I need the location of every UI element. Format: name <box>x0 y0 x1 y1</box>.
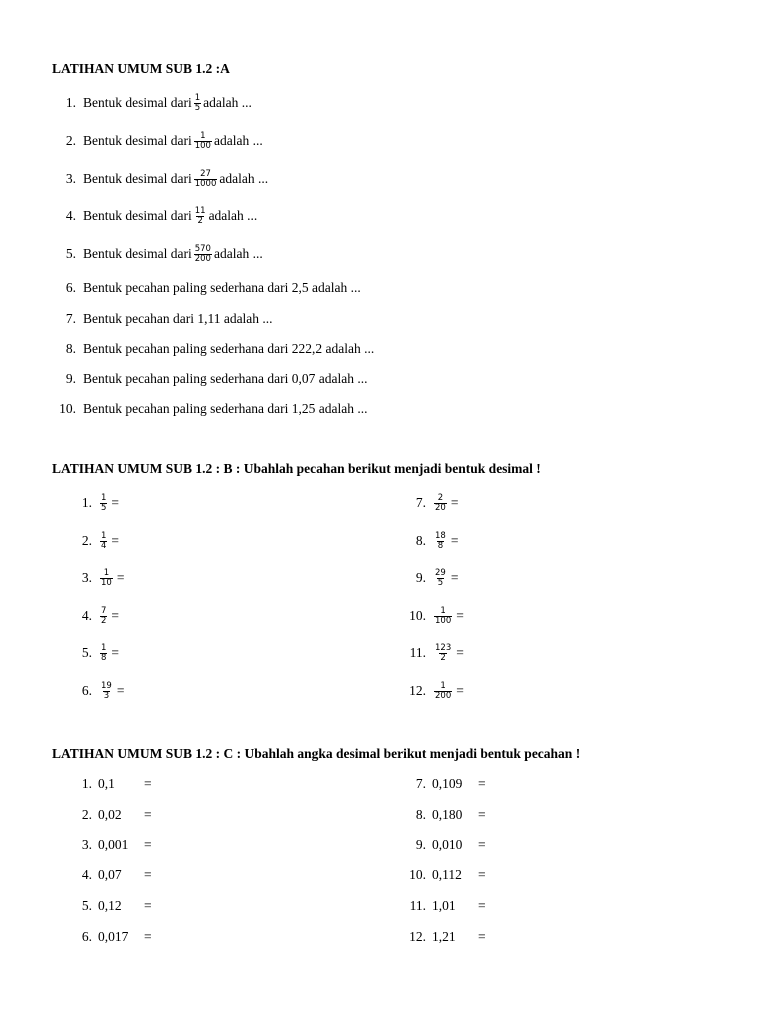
fraction-numerator: 1 <box>101 642 107 653</box>
section-a-heading: LATIHAN UMUM SUB 1.2 :A <box>52 61 230 76</box>
fraction-numerator: 1 <box>101 492 107 503</box>
fraction-numerator: 1 <box>440 605 446 616</box>
fraction <box>434 532 447 551</box>
question-item <box>52 863 152 887</box>
fraction-denominator: 200 <box>194 253 211 264</box>
decimal-value: 0,109 <box>432 776 463 791</box>
item-number: 7. <box>65 311 76 326</box>
equals-sign: = <box>478 837 486 852</box>
decimal-value: 0,12 <box>98 898 122 913</box>
item-number: 6. <box>81 929 92 944</box>
fraction-denominator: 10 <box>101 577 112 588</box>
fraction-denominator: 100 <box>194 140 211 151</box>
list-item <box>52 398 368 420</box>
fraction-denominator: 200 <box>435 690 452 701</box>
item-number: 8. <box>415 533 426 548</box>
equals-sign: = <box>111 533 120 548</box>
equals-sign: = <box>478 776 486 791</box>
item-text-after: adalah ... <box>219 171 269 186</box>
fraction <box>100 569 113 588</box>
fraction-numerator: 19 <box>101 680 112 691</box>
fraction-denominator: 4 <box>101 540 107 551</box>
fraction-denominator: 5 <box>437 577 444 588</box>
decimal-value: 1,01 <box>432 898 456 913</box>
equals-sign: = <box>478 929 486 944</box>
question-item <box>386 566 458 590</box>
equals-sign: = <box>478 807 486 822</box>
section-c-heading: LATIHAN UMUM SUB 1.2 : C : Ubahlah angka desimal berikut menjadi bentuk pecahan ! <box>52 746 581 761</box>
item-number: 1. <box>81 495 92 510</box>
item-number: 11. <box>409 645 426 660</box>
decimal-value: 0,1 <box>98 776 115 791</box>
fraction <box>100 532 107 551</box>
fraction <box>100 682 113 701</box>
item-text-after: adalah ... <box>208 208 258 223</box>
item-text-after: adalah ... <box>213 246 263 261</box>
item-text: Bentuk pecahan paling sederhana dari 0,07 adalah ... <box>83 371 368 386</box>
equals-sign: = <box>144 898 152 913</box>
item-number: 7. <box>415 776 426 791</box>
question-item <box>52 894 152 918</box>
item-number: 2. <box>81 807 92 822</box>
item-text-before: Bentuk desimal dari <box>83 208 192 223</box>
equals-sign: = <box>456 683 464 698</box>
list-item <box>52 205 257 227</box>
item-number: 5. <box>81 898 92 913</box>
question-item <box>52 803 152 827</box>
item-number: 2. <box>65 133 76 148</box>
fraction <box>434 682 452 701</box>
fraction-numerator: 27 <box>200 168 211 179</box>
equals-sign: = <box>144 837 152 852</box>
fraction-numerator: 1 <box>200 130 206 141</box>
fraction-denominator: 2 <box>101 615 107 626</box>
fraction-denominator: 8 <box>437 540 444 551</box>
fraction-denominator: 5 <box>194 102 201 113</box>
item-text-before: Bentuk desimal dari <box>83 95 192 110</box>
question-item <box>386 772 486 796</box>
section-b-heading: LATIHAN UMUM SUB 1.2 : B : Ubahlah pecahan berikut menjadi bentuk desimal ! <box>52 461 541 476</box>
equals-sign: = <box>478 867 486 882</box>
item-number: 10. <box>59 401 76 416</box>
fraction <box>434 494 447 513</box>
equals-sign: = <box>144 807 152 822</box>
item-number: 5. <box>81 645 92 660</box>
item-number: 11. <box>409 898 426 913</box>
item-number: 9. <box>415 570 426 585</box>
fraction <box>194 132 212 151</box>
list-item <box>52 308 273 330</box>
equals-sign: = <box>478 898 486 913</box>
item-text-after: adalah ... <box>203 95 252 110</box>
item-number: 1. <box>81 776 92 791</box>
fraction <box>100 494 107 513</box>
list-item <box>52 338 374 360</box>
list-item <box>52 168 268 190</box>
fraction-numerator: 1 <box>194 92 201 103</box>
question-item <box>386 894 486 918</box>
fraction-denominator: 2 <box>440 652 446 663</box>
fraction <box>434 607 452 626</box>
fraction-numerator: 18 <box>435 530 446 541</box>
fraction <box>434 644 452 663</box>
item-number: 8. <box>65 341 76 356</box>
fraction-denominator: 8 <box>101 652 107 663</box>
list-item <box>52 243 263 265</box>
question-item <box>52 833 152 857</box>
question-item <box>52 529 119 553</box>
decimal-value: 0,180 <box>432 807 463 822</box>
fraction-denominator: 5 <box>101 502 107 513</box>
question-item <box>52 925 152 949</box>
equals-sign: = <box>116 683 125 698</box>
question-item <box>52 641 119 665</box>
item-number: 4. <box>81 608 92 623</box>
equals-sign: = <box>456 608 464 623</box>
fraction-denominator: 20 <box>435 502 446 513</box>
decimal-value: 0,001 <box>98 837 129 852</box>
question-item <box>386 803 486 827</box>
item-number: 6. <box>65 280 76 295</box>
question-item <box>52 491 119 515</box>
item-number: 7. <box>415 495 426 510</box>
question-item <box>52 772 152 796</box>
item-number: 6. <box>81 683 92 698</box>
fraction-numerator: 1 <box>101 530 107 541</box>
fraction <box>100 644 107 663</box>
equals-sign: = <box>144 867 152 882</box>
item-number: 12. <box>409 929 426 944</box>
fraction-denominator: 1000 <box>194 178 217 189</box>
item-text-before: Bentuk desimal dari <box>83 133 192 148</box>
decimal-value: 0,02 <box>98 807 122 822</box>
item-number: 12. <box>409 683 426 698</box>
equals-sign: = <box>450 533 459 548</box>
item-number: 2. <box>81 533 92 548</box>
fraction-numerator: 2 <box>437 492 444 503</box>
fraction <box>194 170 218 189</box>
question-item <box>386 925 486 949</box>
decimal-value: 0,017 <box>98 929 129 944</box>
item-number: 5. <box>65 246 76 261</box>
item-text-after: adalah ... <box>213 133 263 148</box>
item-number: 9. <box>65 371 76 386</box>
item-text-before: Bentuk desimal dari <box>83 171 192 186</box>
item-number: 10. <box>409 608 426 623</box>
item-text: Bentuk pecahan paling sederhana dari 2,5 adalah ... <box>83 280 361 295</box>
question-item <box>386 863 486 887</box>
fraction <box>194 207 207 226</box>
item-text: Bentuk pecahan paling sederhana dari 1,25 adalah ... <box>83 401 368 416</box>
fraction-numerator: 570 <box>194 243 211 254</box>
decimal-value: 0,010 <box>432 837 463 852</box>
list-item <box>52 368 368 390</box>
equals-sign: = <box>456 645 464 660</box>
question-item <box>52 679 124 703</box>
question-item <box>386 491 458 515</box>
item-number: 8. <box>415 807 426 822</box>
equals-sign: = <box>111 495 120 510</box>
equals-sign: = <box>450 495 459 510</box>
equals-sign: = <box>144 929 152 944</box>
fraction <box>194 94 201 113</box>
fraction-numerator: 7 <box>101 605 107 616</box>
fraction-denominator: 3 <box>103 690 110 701</box>
item-number: 3. <box>81 570 92 585</box>
fraction-denominator: 2 <box>197 215 203 226</box>
item-number: 4. <box>65 208 76 223</box>
equals-sign: = <box>116 570 125 585</box>
question-item <box>386 641 464 665</box>
item-text: Bentuk pecahan paling sederhana dari 222,2 adalah ... <box>83 341 375 356</box>
question-item <box>386 529 458 553</box>
fraction <box>100 607 107 626</box>
fraction-numerator: 11 <box>194 205 206 216</box>
fraction-denominator: 100 <box>435 615 452 626</box>
question-item <box>386 833 486 857</box>
equals-sign: = <box>111 645 120 660</box>
question-item <box>386 604 464 628</box>
equals-sign: = <box>144 776 152 791</box>
item-number: 4. <box>81 867 92 882</box>
decimal-value: 0,07 <box>98 867 122 882</box>
fraction-numerator: 123 <box>435 642 452 653</box>
item-text: Bentuk pecahan dari 1,11 adalah ... <box>83 311 273 326</box>
fraction <box>194 245 212 264</box>
question-item <box>386 679 464 703</box>
fraction-numerator: 1 <box>103 567 110 578</box>
list-item <box>52 92 252 114</box>
item-number: 1. <box>65 95 76 110</box>
fraction <box>434 569 447 588</box>
equals-sign: = <box>450 570 459 585</box>
list-item <box>52 277 361 299</box>
item-number: 3. <box>65 171 76 186</box>
question-item <box>52 566 124 590</box>
decimal-value: 0,112 <box>432 867 462 882</box>
list-item <box>52 130 263 152</box>
decimal-value: 1,21 <box>432 929 456 944</box>
question-item <box>52 604 119 628</box>
fraction-numerator: 29 <box>435 567 446 578</box>
item-text-before: Bentuk desimal dari <box>83 246 192 261</box>
item-number: 10. <box>409 867 426 882</box>
equals-sign: = <box>111 608 120 623</box>
fraction-numerator: 1 <box>440 680 446 691</box>
item-number: 9. <box>415 837 426 852</box>
item-number: 3. <box>81 837 92 852</box>
